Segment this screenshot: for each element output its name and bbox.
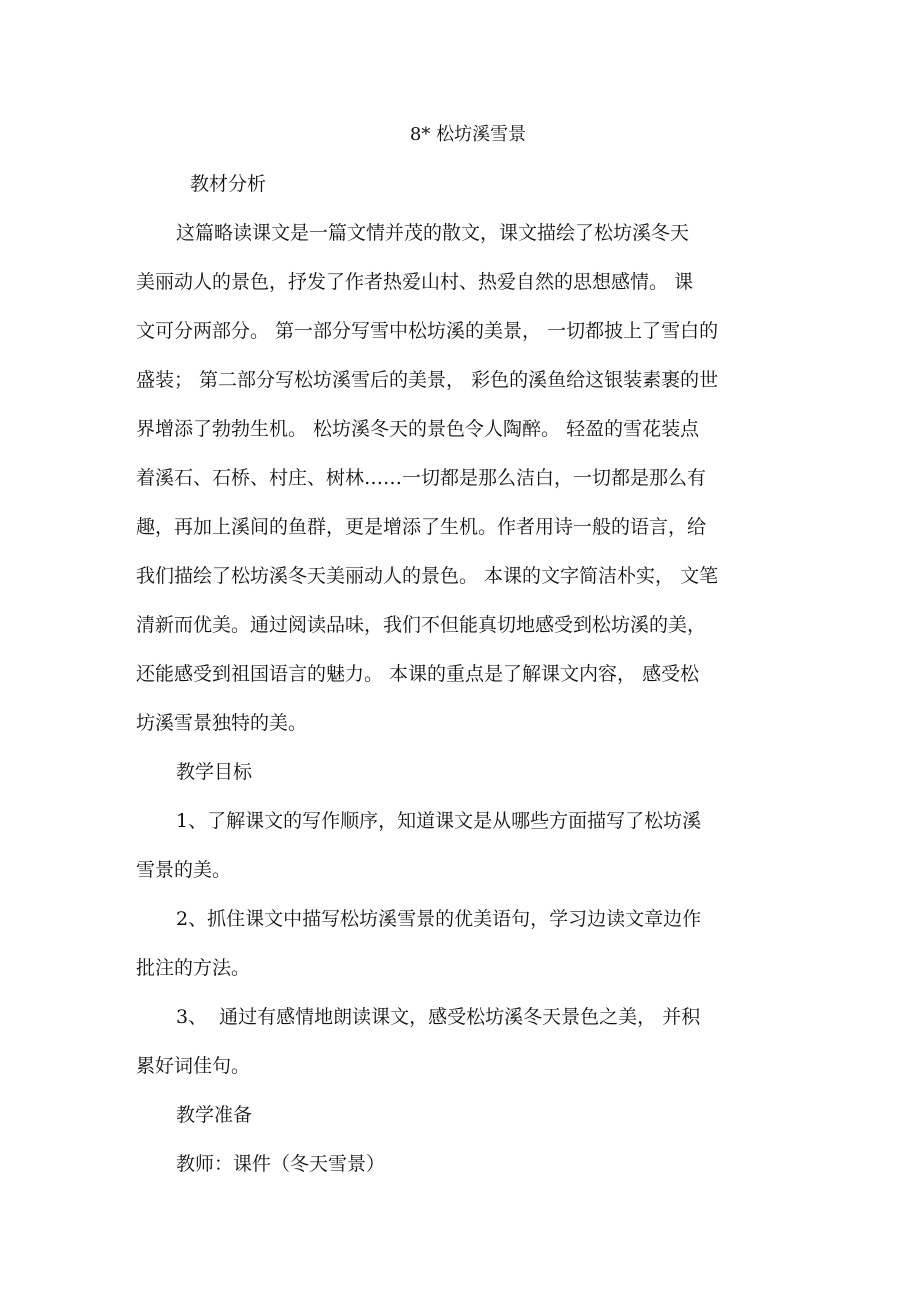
analysis-line-8: 我们描绘了松坊溪冬天美丽动人的景色。 本课的文字简洁朴实， 文笔 <box>136 565 719 587</box>
goals-heading: 教学目标 <box>176 761 253 783</box>
analysis-line-5: 界增添了勃勃生机。 松坊溪冬天的景色令人陶醉。 轻盈的雪花装点 <box>136 418 700 440</box>
analysis-line-6: 着溪石、石桥、村庄、树林……一切都是那么洁白，一切都是那么有 <box>136 467 707 489</box>
analysis-line-10: 还能感受到祖国语言的魅力。 本课的重点是了解课文内容， 感受松 <box>136 663 700 685</box>
analysis-line-7: 趣，再加上溪间的鱼群，更是增添了生机。作者用诗一般的语言，给 <box>136 516 707 538</box>
prep-heading: 教学准备 <box>176 1104 253 1126</box>
analysis-line-2: 美丽动人的景色，抒发了作者热爱山村、热爱自然的思想感情。 课 <box>136 271 694 293</box>
analysis-line-11: 坊溪雪景独特的美。 <box>136 712 308 734</box>
analysis-line-9: 清新而优美。通过阅读品味，我们不但能真切地感受到松坊溪的美， <box>136 614 707 636</box>
goal-2-line-1: 2、抓住课文中描写松坊溪雪景的优美语句，学习边读文章边作 <box>176 908 702 930</box>
goal-1-line-2: 雪景的美。 <box>136 859 232 881</box>
analysis-line-1: 这篇略读课文是一篇文情并茂的散文，课文描绘了松坊溪冬天 <box>176 222 690 244</box>
analysis-line-3: 文可分两部分。 第一部分写雪中松坊溪的美景， 一切都披上了雪白的 <box>136 320 719 342</box>
prep-line: 教师：课件（冬天雪景） <box>176 1153 386 1175</box>
goal-2-line-2: 批注的方法。 <box>136 957 251 979</box>
goal-1-line-1: 1、了解课文的写作顺序，知道课文是从哪些方面描写了松坊溪 <box>176 810 702 832</box>
goal-3-line-1: 3、 通过有感情地朗读课文，感受松坊溪冬天景色之美， 并积 <box>176 1006 701 1028</box>
page-title: 8* 松坊溪雪景 <box>409 124 527 145</box>
analysis-line-4: 盛装； 第二部分写松坊溪雪后的美景， 彩色的溪鱼给这银装素裹的世 <box>136 369 719 391</box>
goal-3-line-2: 累好词佳句。 <box>136 1055 251 1077</box>
analysis-heading: 教材分析 <box>190 173 267 195</box>
